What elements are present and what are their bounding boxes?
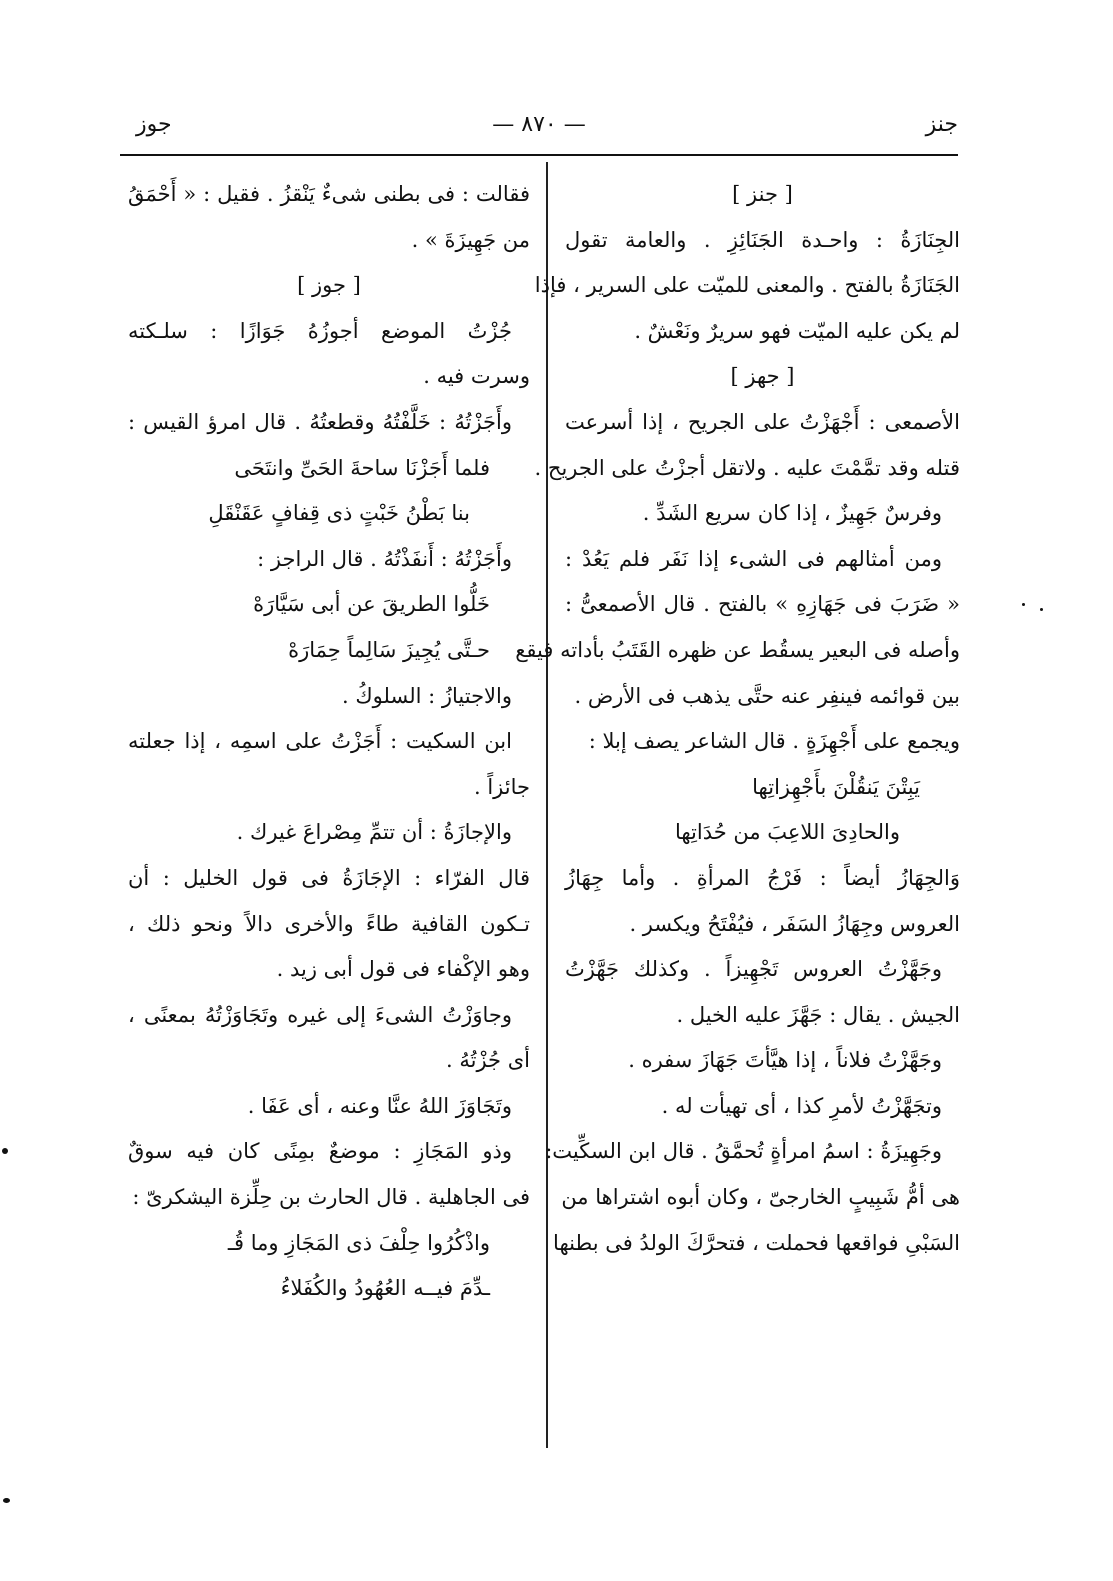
text-line: فقالت : فى بطنى شىءٌ يَنْقزُ . فقيل : « أَحْمَقُ [128,182,530,206]
verse-line: فلما أَجَزْنَا ساحةَ الحَىِّ وانتَحَى [234,455,490,480]
header-keyword-left: جوز [136,112,172,137]
entry-heading-jwz: [ جوز ] [297,273,361,298]
text-line: السَبْىِ فواقعها فحملت ، فتحرَّكَ الولدُ فى بطنها [553,1230,960,1255]
text-line: الجَنَازَةُ بالفتح . والمعنى للميّت على السرير ، فإذا [534,273,960,298]
text-line: ابن السكيت : أَجَزْتُ على اسمِه ، إذا جعلته [128,729,512,754]
text-line: من جَهِيزَةَ » . [411,227,530,252]
left-column [128,172,530,1312]
scan-speck [1040,608,1043,611]
verse-line: بنا بَطْنُ خَبْتٍ ذى قِفافٍ عَقَنْقَلِ [208,501,470,526]
text-line: وهو الإكْفاء فى قول أبى زيد . [276,957,530,982]
text-line: الجِنَازَةُ : واحـدة الجَنَائِزِ . والعامة تقول [565,227,960,252]
header-keyword-right: جنز [925,112,958,137]
text-line: والاجتيازُ : السلوكُ . [342,683,512,708]
verse-line: حـتَّى يُجِيزَ سَالِماً حِمَارَهْ [288,637,490,662]
text-line: ويجمع على أَجْهِزَةٍ . قال الشاعر يصف إبلا : [588,729,960,754]
text-line: وَالجِهَازُ أيضاً : فَرْجُ المرأةِ . وأما جِهَازُ [565,865,960,890]
text-line: وسرت فيه . [423,364,530,389]
entry-heading-jhz: [ جهز ] [730,364,795,389]
text-line: وجَهَّزْتُ فلاناً ، إذا هيَّأتَ جَهَازَ سفره . [628,1048,942,1073]
text-line: والإجازَةُ : أن تتمِّ مِصْراعَ غيرك . [236,820,512,845]
text-line: فى الجاهلية . قال الحارث بن حِلِّزة اليشكرىّ : [132,1185,530,1210]
text-line: ومن أمثالهم فى الشىء إذا نَفَر فلم يَعُدْ : [565,546,942,571]
text-line: وتَجَاوَزَ اللهُ عنَّا وعنه ، أى عَفَا . [247,1093,512,1118]
text-line: وجَهِيزَةُ : اسمُ امرأةٍ تُحمَّقُ . قال ابن السكِّيت: [545,1139,942,1164]
text-line: هى أمُّ شَبِيبٍ الخارجىّ ، وكان أبوه اشتراها من [561,1185,960,1210]
text-line: الأصمعى : أَجْهَزْتُ على الجريح ، إذا أسرعت [565,409,960,434]
verse-line: يَبِتْنَ يَنقُلْنَ بأَجْهِزاتِها [752,774,920,799]
text-line: وأَجَزْتُهُ : خَلَّفْتُهُ وقطعتُهُ . قال امرؤ القيس : [128,409,512,434]
text-line: وجاوَزْتُ الشىءَ إلى غيره وتَجَاوَزْتُهُ بمعنًى ، [128,1002,512,1027]
column-divider [546,162,548,1448]
verse-line: خَلُّوا الطريقَ عن أبى سَيَّارَهْ [253,592,490,617]
text-line: أى جُزْتُهُ . [446,1048,530,1073]
text-line: العروس وجِهَازُ السَفَر ، فيُفْتَحُ ويكسر . [629,911,960,936]
text-line: وذو المَجَازِ : موضعٌ بمِنًى كان فيه سوقٌ [128,1139,512,1164]
text-line: بين قوائمه فينفِر عنه حتَّى يذهب فى الأرض . [574,683,960,708]
text-line: تـكون القافية طاءً والأخرى دالاً ونحو ذلك ، [128,911,530,936]
scan-speck [1022,603,1025,606]
text-line: وأصله فى البعير يسقُط عن ظهره القَتَبُ بأداته فيقع [515,637,960,662]
header-rule [120,154,958,156]
text-line: وتجَهَّزْتُ لأمرِ كذا ، أى تهيأت له . [661,1093,942,1118]
text-line: جُزْتُ الموضع أجوزُهُ جَوَازًا : سلـكته [128,318,512,343]
running-header [120,112,958,152]
text-line: قتله وقد تمَّمْتَ عليه . ولاتقل أجزْتُ على الجريح . [534,455,960,480]
text-line: « ضَرَبَ فى جَهَازِهِ » بالفتح . قال الأصمعىُّ : [565,592,960,617]
text-line: وجَهَّزْتُ العروس تَجْهِيزاً . وكذلك جَهَّزْتُ [565,957,942,982]
text-line: وفرسٌ جَهِيزٌ ، إذا كان سريع الشَدِّ . [642,501,942,526]
verse-line: ـدِّمَ فيــه العُهُودُ والكُفَلاءُ [280,1276,490,1301]
text-line: وأَجَزْتُهُ : أَنفَذْتُهُ . قال الراجز : [257,546,512,571]
entry-heading-jnz: [ جنز ] [732,182,793,206]
verse-line: والحادِىَ اللاعِبَ من حُدَاتِها [674,820,900,845]
right-column [515,172,960,1266]
page-number: — ٨٧٠ — [492,112,586,137]
scan-speck [3,1498,10,1503]
text-line: قال الفرّاء : الإجَازَةُ فى قول الخليل : أن [128,865,530,890]
text-line: لم يكن عليه الميّت فهو سريرٌ ونَعْشٌ . [634,318,960,343]
text-line: الجيش . يقال : جَهَّزَ عليه الخيل . [676,1002,960,1027]
text-line: جائزاً . [474,774,530,799]
scan-speck [2,1148,8,1154]
verse-line: واذْكُرُوا حِلْفَ ذى المَجَازِ وما قُـ [227,1230,490,1255]
